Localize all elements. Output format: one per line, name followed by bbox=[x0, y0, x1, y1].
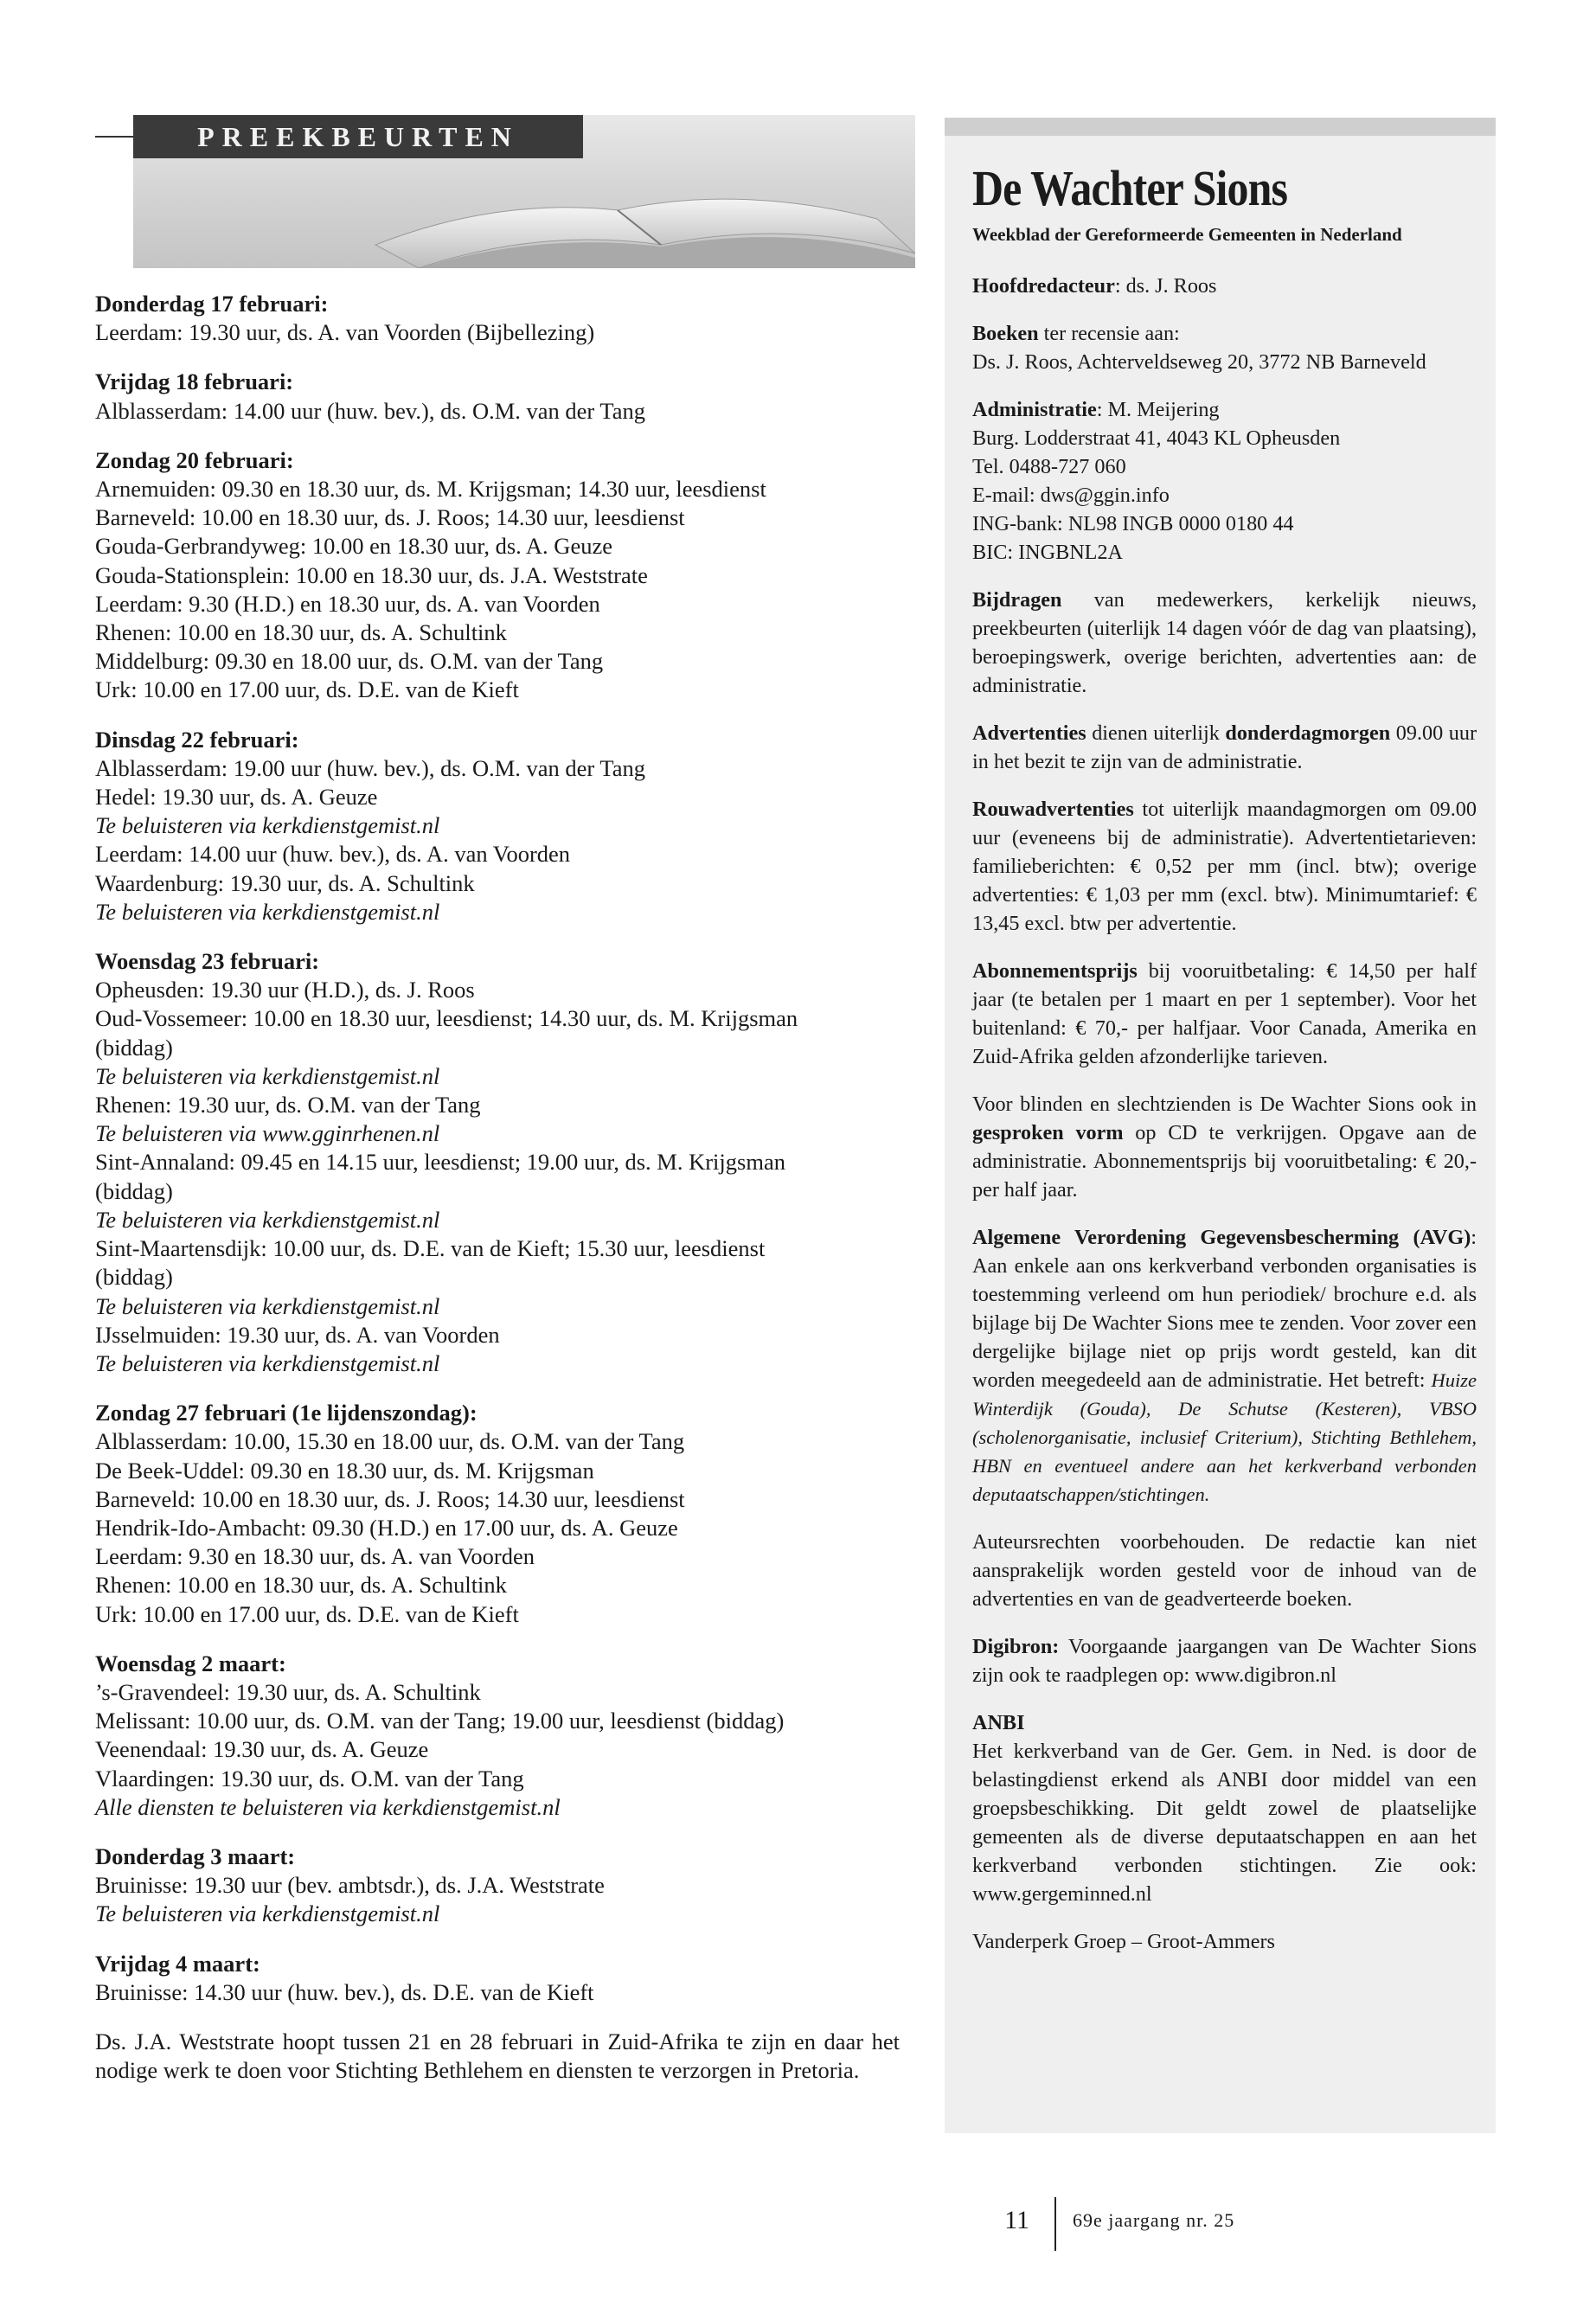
broadcast-note: Te beluisteren via kerkdienstgemist.nl bbox=[95, 1900, 440, 1927]
colophon-printer: Vanderperk Groep – Groot-Ammers bbox=[972, 1930, 1275, 1953]
colophon-content bbox=[945, 136, 1496, 1956]
anbi-text: Het kerkverband van de Ger. Gem. in Ned. is door de belastingdienst erkend als ANBI door middel van een groepsbeschikking. Dit geldt zowel de plaatselijke gemeenten als de diverse deputaatschappen en aan het kerkverband verbonden stichtingen. Zie ook: www.gergeminned.nl bbox=[972, 1740, 1477, 1906]
colophon-obituaries bbox=[972, 795, 1477, 938]
banner-title-box bbox=[133, 115, 583, 158]
service-line: Opheusden: 19.30 uur (H.D.), ds. J. Roos bbox=[95, 977, 475, 1003]
service-line: ’s-Gravendeel: 19.30 uur, ds. A. Schultink bbox=[95, 1678, 481, 1705]
books-address: Ds. J. Roos, Achterveldseweg 20, 3772 NB Barneveld bbox=[972, 350, 1426, 374]
service-line: Oud-Vossemeer: 10.00 en 18.30 uur, leesdienst; 14.30 uur, ds. M. Krijgsman bbox=[95, 1005, 798, 1032]
colophon-digibron bbox=[972, 1632, 1477, 1689]
service-line: Leerdam: 9.30 (H.D.) en 18.30 uur, ds. A. van Voorden bbox=[95, 590, 600, 617]
day-heading: Dinsdag 22 februari: bbox=[95, 726, 299, 753]
colophon-editor bbox=[972, 272, 1477, 300]
ads-label: Advertenties bbox=[972, 721, 1086, 745]
magazine-subtitle: Weekblad der Gereformeerde Gemeenten in Nederland bbox=[972, 224, 1402, 245]
day-block bbox=[95, 1950, 900, 2007]
service-line: Leerdam: 19.30 uur, ds. A. van Voorden (Bijbellezing) bbox=[95, 319, 595, 346]
obituaries-text: tot uiterlijk maandagmorgen om 09.00 uur (eveneens bij de administratie). Advertentietarieven: familieberichten: € 0,52 per mm (incl. btw); overige advertenties: € 1,03 per mm (excl. btw). Minimumtarief: € 13,45 excl. btw per advertentie. bbox=[972, 798, 1477, 935]
colophon-admin bbox=[972, 395, 1477, 567]
colophon-avg bbox=[972, 1223, 1477, 1509]
day-block bbox=[95, 1650, 900, 1822]
service-line: Sint-Maartensdijk: 10.00 uur, ds. D.E. van de Kieft; 15.30 uur, leesdienst bbox=[95, 1235, 766, 1262]
service-line: Bruinisse: 14.30 uur (huw. bev.), ds. D.E. van de Kieft bbox=[95, 1978, 594, 2005]
day-heading: Zondag 20 februari: bbox=[95, 446, 294, 473]
broadcast-note: Alle diensten te beluisteren via kerkdienstgemist.nl bbox=[95, 1793, 561, 1820]
announcement: Ds. J.A. Weststrate hoopt tussen 21 en 28 februari in Zuid-Afrika te zijn en daar het nodige werk te doen voor Stichting Bethlehem en diensten te verzorgen in Pretoria. bbox=[95, 2028, 900, 2084]
colophon-topbar bbox=[945, 118, 1496, 136]
service-line: Rhenen: 10.00 en 18.30 uur, ds. A. Schultink bbox=[95, 619, 507, 646]
admin-label: Administratie bbox=[972, 398, 1097, 421]
service-line: Gouda-Stationsplein: 10.00 en 18.30 uur, ds. J.A. Weststrate bbox=[95, 561, 648, 588]
service-line: Alblasserdam: 19.00 uur (huw. bev.), ds. O.M. van der Tang bbox=[95, 754, 645, 781]
service-line: Sint-Annaland: 09.45 en 14.15 uur, leesdienst; 19.00 uur, ds. M. Krijgsman bbox=[95, 1149, 785, 1176]
service-line: Urk: 10.00 en 17.00 uur, ds. D.E. van de Kieft bbox=[95, 676, 519, 703]
service-line: Hedel: 19.30 uur, ds. A. Geuze bbox=[95, 784, 378, 811]
magazine-title: De Wachter Sions bbox=[972, 160, 1288, 216]
day-block bbox=[95, 947, 900, 1378]
admin-bank: ING-bank: NL98 INGB 0000 0180 44 bbox=[972, 512, 1294, 535]
day-heading: Vrijdag 4 maart: bbox=[95, 1950, 260, 1977]
service-line: Barneveld: 10.00 en 18.30 uur, ds. J. Roos; 14.30 uur, leesdienst bbox=[95, 1485, 685, 1512]
service-line: Veenendaal: 19.30 uur, ds. A. Geuze bbox=[95, 1736, 429, 1763]
colophon-ads bbox=[972, 719, 1477, 776]
service-line: IJsselmuiden: 19.30 uur, ds. A. van Voorden bbox=[95, 1321, 500, 1348]
service-line: Gouda-Gerbrandyweg: 10.00 en 18.30 uur, ds. A. Geuze bbox=[95, 533, 612, 560]
contributions-label: Bijdragen bbox=[972, 588, 1062, 612]
broadcast-note: Te beluisteren via kerkdienstgemist.nl bbox=[95, 1349, 440, 1376]
day-heading: Donderdag 3 maart: bbox=[95, 1843, 296, 1869]
service-line: De Beek-Uddel: 09.30 en 18.30 uur, ds. M. Krijgsman bbox=[95, 1457, 594, 1484]
day-heading: Woensdag 2 maart: bbox=[95, 1650, 286, 1676]
colophon-anbi bbox=[972, 1708, 1477, 1908]
subscription-text: bij vooruitbetaling: € 14,50 per half jaar (te betalen per 1 maart en per 1 september). Voor het buitenland: € 70,- per halfjaar. Voor Canada, Amerika en Zuid-Afrika gelden afzonderlijke tarieven. bbox=[972, 959, 1477, 1068]
footer-divider bbox=[1054, 2197, 1056, 2251]
service-line: (biddag) bbox=[95, 1034, 173, 1061]
section-title: PREEKBEURTEN bbox=[197, 120, 519, 152]
editor-label: Hoofdredacteur bbox=[972, 274, 1115, 298]
service-line: Bruinisse: 19.30 uur (bev. ambtsdr.), ds. J.A. Weststrate bbox=[95, 1872, 605, 1899]
audio-bold: gesproken vorm bbox=[972, 1121, 1124, 1144]
service-line: Leerdam: 14.00 uur (huw. bev.), ds. A. van Voorden bbox=[95, 841, 571, 868]
service-line: Urk: 10.00 en 17.00 uur, ds. D.E. van de Kieft bbox=[95, 1600, 519, 1627]
audio-text-2: op CD te verkrijgen. Opgave aan de administratie. Abonnementsprijs bij vooruitbetaling: € 20,- per half jaar. bbox=[972, 1121, 1477, 1202]
ads-text: dienen uiterlijk bbox=[1086, 721, 1226, 745]
books-text: ter recensie aan: bbox=[1038, 322, 1180, 345]
contributions-text: van medewerkers, kerkelijk nieuws, preekbeurten (uiterlijk 14 dagen vóór de dag van plaatsing), beroepingswerk, overige berichten, advertenties aan: de administratie. bbox=[972, 588, 1477, 697]
admin-email: E-mail: dws@ggin.info bbox=[972, 484, 1170, 507]
broadcast-note: Te beluisteren via www.gginrhenen.nl bbox=[95, 1120, 440, 1147]
digibron-label: Digibron: bbox=[972, 1635, 1060, 1658]
avg-organisations: Huize Winterdijk (Gouda), De Schutse (Kesteren), VBSO (scholenorganisatie, inclusief Criterium), Stichting Bethlehem, HBN en eventueel andere aan het kerkverband verbonden deputaatschappen/stichtingen. bbox=[972, 1369, 1477, 1505]
service-line: (biddag) bbox=[95, 1177, 173, 1204]
service-line: Waardenburg: 19.30 uur, ds. A. Schultink bbox=[95, 869, 475, 896]
service-line: Rhenen: 10.00 en 18.30 uur, ds. A. Schultink bbox=[95, 1572, 507, 1599]
broadcast-note: Te beluisteren via kerkdienstgemist.nl bbox=[95, 812, 440, 839]
service-line: Hendrik-Ido-Ambacht: 09.30 (H.D.) en 17.00 uur, ds. A. Geuze bbox=[95, 1514, 678, 1541]
service-line: Melissant: 10.00 uur, ds. O.M. van der Tang; 19.00 uur, leesdienst (biddag) bbox=[95, 1708, 785, 1734]
ads-text-2: 09.00 uur in het bezit te zijn van de administratie. bbox=[972, 721, 1477, 773]
page-number: 11 bbox=[1004, 2206, 1029, 2234]
day-heading: Woensdag 23 februari: bbox=[95, 948, 320, 975]
obituaries-label: Rouwadvertenties bbox=[972, 798, 1134, 821]
broadcast-note: Te beluisteren via kerkdienstgemist.nl bbox=[95, 1062, 440, 1089]
preekbeurten-list bbox=[95, 290, 900, 2085]
colophon-books bbox=[972, 319, 1477, 376]
colophon-box bbox=[945, 118, 1496, 2133]
day-heading: Vrijdag 18 februari: bbox=[95, 369, 294, 395]
page-footer bbox=[952, 2197, 1384, 2258]
avg-text: : Aan enkele aan ons kerkverband verbonden organisaties is toestemming verleend om hun periodiek/ brochure e.d. als bijlage bij De Wachter Sions mee te zenden. Voor zover een dergelijke bijlage niet op prijs wordt gesteld, kan dit worden meegedeeld aan de administratie. Het betreft: bbox=[972, 1226, 1477, 1392]
admin-address: Burg. Lodderstraat 41, 4043 KL Opheusden bbox=[972, 426, 1341, 450]
colophon-contributions bbox=[972, 586, 1477, 700]
ads-deadline: donderdagmorgen bbox=[1225, 721, 1391, 745]
service-line: Vlaardingen: 19.30 uur, ds. O.M. van der Tang bbox=[95, 1765, 524, 1791]
broadcast-note: Te beluisteren via kerkdienstgemist.nl bbox=[95, 1292, 440, 1319]
digibron-text: Voorgaande jaargangen van De Wachter Sions zijn ook te raadplegen op: www.digibron.nl bbox=[972, 1635, 1477, 1687]
editor-name: : ds. J. Roos bbox=[1114, 274, 1217, 298]
colophon-audio bbox=[972, 1090, 1477, 1204]
day-heading: Zondag 27 februari (1e lijdenszondag): bbox=[95, 1400, 478, 1426]
day-block bbox=[95, 446, 900, 705]
admin-name: : M. Meijering bbox=[1096, 398, 1220, 421]
admin-phone: Tel. 0488-727 060 bbox=[972, 455, 1126, 478]
section-banner bbox=[95, 115, 915, 268]
colophon-copyright: Auteursrechten voorbehouden. De redactie kan niet aansprakelijk worden gesteld voor de inhoud van de advertenties en van de geadverteerde boeken. bbox=[972, 1530, 1477, 1611]
subscription-label: Abonnementsprijs bbox=[972, 959, 1138, 983]
issue-info: 69e jaargang nr. 25 bbox=[1073, 2209, 1235, 2231]
day-heading: Donderdag 17 februari: bbox=[95, 291, 329, 317]
day-block bbox=[95, 1843, 900, 1929]
day-block bbox=[95, 1399, 900, 1629]
day-block bbox=[95, 368, 900, 425]
colophon-subscription bbox=[972, 957, 1477, 1071]
service-line: (biddag) bbox=[95, 1264, 173, 1291]
service-line: Arnemuiden: 09.30 en 18.30 uur, ds. M. Krijgsman; 14.30 uur, leesdienst bbox=[95, 476, 766, 503]
service-line: Rhenen: 19.30 uur, ds. O.M. van der Tang bbox=[95, 1092, 481, 1118]
admin-bic: BIC: INGBNL2A bbox=[972, 541, 1124, 564]
service-line: Middelburg: 09.30 en 18.00 uur, ds. O.M. van der Tang bbox=[95, 648, 604, 675]
service-line: Barneveld: 10.00 en 18.30 uur, ds. J. Roos; 14.30 uur, leesdienst bbox=[95, 504, 685, 531]
day-block bbox=[95, 726, 900, 926]
service-line: Alblasserdam: 10.00, 15.30 en 18.00 uur, ds. O.M. van der Tang bbox=[95, 1428, 685, 1455]
day-block bbox=[95, 290, 900, 347]
avg-label: Algemene Verordening Gegevensbescherming (AVG) bbox=[972, 1226, 1471, 1249]
broadcast-note: Te beluisteren via kerkdienstgemist.nl bbox=[95, 898, 440, 925]
books-label: Boeken bbox=[972, 322, 1039, 345]
audio-text: Voor blinden en slechtzienden is De Wachter Sions ook in bbox=[972, 1093, 1477, 1116]
broadcast-note: Te beluisteren via kerkdienstgemist.nl bbox=[95, 1206, 440, 1233]
service-line: Alblasserdam: 14.00 uur (huw. bev.), ds. O.M. van der Tang bbox=[95, 397, 645, 424]
anbi-label: ANBI bbox=[972, 1711, 1025, 1734]
service-line: Leerdam: 9.30 en 18.30 uur, ds. A. van Voorden bbox=[95, 1543, 535, 1570]
